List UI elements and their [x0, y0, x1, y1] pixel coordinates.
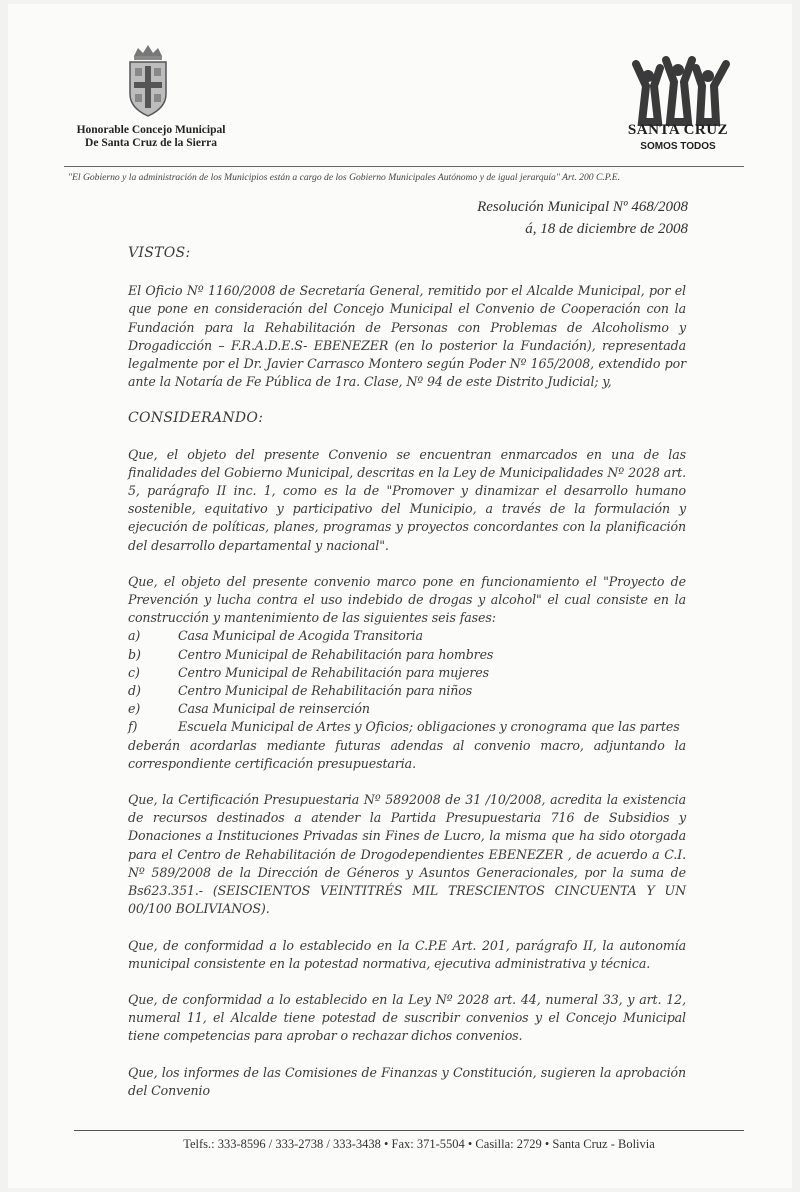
considerando-paragraph-2: Que, el objeto del presente convenio marco pone en funcionamiento el "Proyecto de Prevención y lucha contra el uso indebido de drogas y alcohol" el cual consiste en la construcción y mantenimiento de las siguientes seis fases: — [128, 573, 686, 626]
council-name — [56, 124, 246, 150]
list-item: c) Centro Municipal de Rehabilitación para mujeres — [128, 664, 490, 680]
considerando-paragraph-6: Que, los informes de las Comisiones de Finanzas y Constitución, sugieren la aprobación del Convenio — [128, 1064, 686, 1098]
header-divider — [64, 166, 744, 167]
vistos-heading: VISTOS: — [128, 245, 191, 261]
logo-subtitle: SOMOS TODOS — [640, 141, 716, 152]
resolution-date: á, 18 de diciembre de 2008 — [525, 221, 688, 237]
council-name-line1: Honorable Concejo Municipal — [76, 124, 226, 136]
list-item: f) Escuela Municipal de Artes y Oficios; obligaciones y cronograma que las partes — [128, 719, 680, 735]
resolution-number: Resolución Municipal Nº 468/2008 — [477, 199, 688, 215]
considerando-heading: CONSIDERANDO: — [128, 410, 264, 427]
phase-continuation: deberán acordarlas mediante futuras adendas al convenio macro, adjuntando la correspondiente certificación presupuestaria. — [128, 737, 686, 771]
footer-contact: Telfs.: 333-8596 / 333-2738 / 333-3438 • Fax: 371-5504 • Casilla: 2729 • Santa Cruz - Bolivia — [183, 1137, 655, 1151]
document-page — [8, 4, 792, 1188]
considerando-paragraph-1: Que, el objeto del presente Convenio se encuentran enmarcados en una de las finalidades del Gobierno Municipal, descritas en la Ley de Municipalidades Nº 2028 art. 5, parágrafo II inc. 1, como es la de "Promover y dinamizar el desarrollo humano sostenible, equitativo y participativo del Municipio, a través de la formulación y ejecución de políticas, planes, programas y proyectos concordantes con la planificación del desarrollo departamental y nacional". — [128, 446, 686, 553]
list-item: e) Casa Municipal de reinserción — [128, 701, 370, 717]
vistos-paragraph: El Oficio Nº 1160/2008 de Secretaría General, remitido por el Alcalde Municipal, por el que pone en consideración del Concejo Municipal el Convenio de Cooperación con la Fundación para la Rehabilitación de Personas con Problemas de Alcoholismo y Drogadicción – F.R.A.D.E.S- EBENEZER (en lo posterior la Fundación), representada legalmente por el Dr. Javier Carrasco Montero según Poder Nº 165/2008, extendido por ante la Notaría de Fe Pública de 1ra. Clase, Nº 94 de este Distrito Judicial; y, — [128, 283, 686, 390]
considerando-paragraph-3: Que, la Certificación Presupuestaria Nº 5892008 de 31 /10/2008, acredita la existencia de recursos destinados a atender la Partida Presupuestaria 716 de Subsidios y Donaciones a Instituciones Privadas sin Fines de Lucro, la misma que ha sido otorgada para el Centro de Rehabilitación de Drogodependientes EBENEZER , de acuerdo a C.I. Nº 589/2008 de la Dirección de Géneros y Asuntos Generacionales, por la suma de Bs623.351.- (SEISCIENTOS VEINTITRÉS MIL TRESCIENTOS CINCUENTA Y UN 00/100 BOLIVIANOS). — [128, 792, 686, 917]
document-body — [128, 244, 686, 1100]
list-item: d) Centro Municipal de Rehabilitación para niños — [128, 683, 473, 699]
coat-of-arms-icon — [126, 42, 170, 120]
phase-list — [128, 627, 686, 736]
council-name-line2: De Santa Cruz de la Sierra — [85, 137, 217, 149]
footer-divider — [74, 1130, 744, 1131]
constitution-motto: "El Gobierno y la administración de los Municipios están a cargo de los Gobierno Municipales Autónomo y de igual jerarquía" Art. 200 C.P.E. — [68, 172, 621, 183]
santa-cruz-logo-icon — [616, 56, 736, 128]
resolution-block — [477, 196, 688, 240]
list-item: b) Centro Municipal de Rehabilitación para hombres — [128, 646, 494, 662]
considerando-paragraph-5: Que, de conformidad a lo establecido en la Ley Nº 2028 art. 44, numeral 33, y art. 12, numeral 11, el Alcalde tiene potestad de suscribir convenios y el Concejo Municipal tiene competencias para aprobar o rechazar dichos convenios. — [128, 991, 686, 1044]
considerando-paragraph-4: Que, de conformidad a lo establecido en la C.P.E Art. 201, parágrafo II, la autonomía municipal consistente en la potestad normativa, ejecutiva administrativa y técnica. — [128, 937, 686, 971]
list-item: a) Casa Municipal de Acogida Transitoria — [128, 628, 423, 644]
logo-title: SANTA CRUZ — [627, 122, 729, 138]
